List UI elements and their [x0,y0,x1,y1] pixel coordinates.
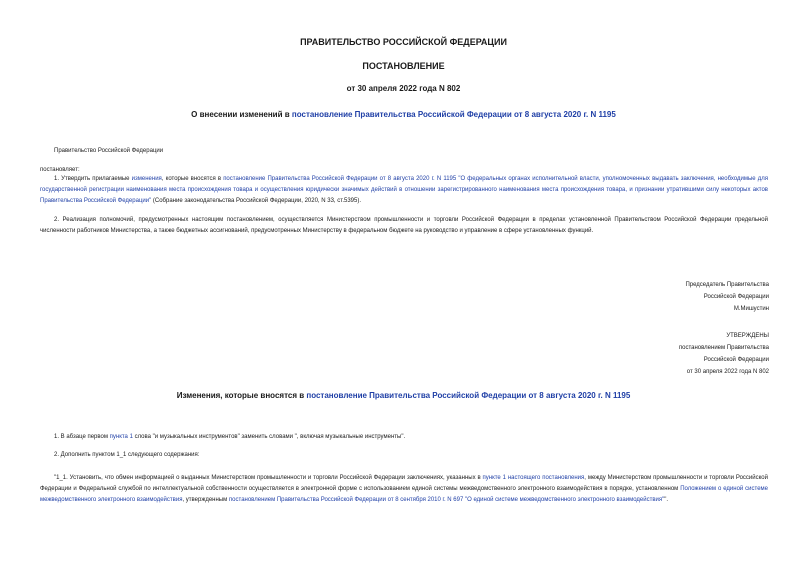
c3-link-resolution-697[interactable]: постановлением Правительства Российской Федерации от 8 сентября 2010 г. N 697 "О единой системе межведомственного электронного взаимодействия" [228,497,665,503]
c3-text-d: ". [664,497,669,503]
c3-link-regulation[interactable]: Положением о единой системе межведомственного электронного взаимодействия [40,486,769,503]
signature-title: Председатель Правительства [685,282,769,288]
document-type-heading: ПОСТАНОВЛЕНИЕ [362,61,445,71]
changes-title [0,391,807,400]
c3-link-point1[interactable]: пункте 1 настоящего постановления [482,475,585,481]
p1-link-resolution[interactable]: постановление Правительства Российской Федерации от 8 августа 2020 г. N 1195 "О федеральных органах исполнительной власти, уполномоченных выдавать заключения, необходимые для государственной регистрации наименования места происхождения товара и осуществления юридически значимых действий в отношении зарегистрированного наименования места происхождения товара, и признании утратившими силу некоторых актов Правительства Российской Федерации" [40,176,768,204]
change-1 [54,432,405,443]
c1-text-b: слова "и музыкальных инструментов" заменить словами ", включая музыкальные инструменты". [132,434,406,440]
document-subject [0,110,807,119]
government-heading: ПРАВИТЕЛЬСТВО РОССИЙСКОЙ ФЕДЕРАЦИИ [300,37,507,47]
p1-link-changes[interactable]: изменения [131,176,162,182]
issuer-text: Правительство Российской Федерации [54,148,164,154]
document-date-number: от 30 апреля 2022 года N 802 [346,84,461,93]
approved-label: УТВЕРЖДЕНЫ [726,333,769,339]
signature-block [685,279,769,315]
signature-name: М.Мишустин [733,306,769,312]
p1-text-c: (Собрание законодательства Российской Федерации, 2020, N 33, ст.5395). [151,198,362,204]
c3-text-c: , утвержденным [182,497,229,503]
paragraph-2: 2. Реализация полномочий, предусмотренных настоящим постановлением, осуществляется Министерством промышленности и торговли Российской Федерации в пределах установленной Правительством Российской Федерации предельной численности работников Министерства, а также бюджетных ассигнований, предусмотренных Министерству в федеральном бюджете на руководство и управление в сфере установленных функций. [40,217,768,234]
c3-text-b: , между Министерством промышленности и торговли Российской Федерации и Федеральной службой по интеллектуальной собственности осуществляется в электронной форме с использованием единой системы межведомственного электронного взаимодействия в порядке, установленном [40,475,768,492]
c1-text-a: 1. В абзаце первом [54,434,110,440]
subject-link[interactable]: постановление Правительства Российской Федерации от 8 августа 2020 г. N 1195 [291,110,616,119]
paragraph-1 [40,174,768,207]
approved-block [679,330,769,378]
c1-link-point1[interactable]: пункта 1 [109,434,133,440]
changes-title-prefix: Изменения, которые вносятся в [176,391,307,400]
c3-text-a: "1_1. Установить, что обмен информацией о выданных Министерством промышленности и торговли Российской Федерации заключениях, указанных в [54,475,483,481]
approved-date: от 30 апреля 2022 года N 802 [686,369,769,375]
changes-title-link[interactable]: постановление Правительства Российской Федерации от 8 августа 2020 г. N 1195 [306,391,631,400]
change-3 [40,473,768,506]
change-2: 2. Дополнить пунктом 1_1 следующего содержания: [54,452,200,458]
p1-text-a: 1. Утвердить прилагаемые [54,176,132,182]
approved-by: постановлением Правительства [678,345,769,351]
subject-prefix: О внесении изменений в [191,110,292,119]
signature-country: Российской Федерации [703,294,769,300]
approved-country: Российской Федерации [703,357,769,363]
p1-text-b: , которые вносятся в [161,176,224,182]
decrees-text: постановляет: [40,167,80,173]
